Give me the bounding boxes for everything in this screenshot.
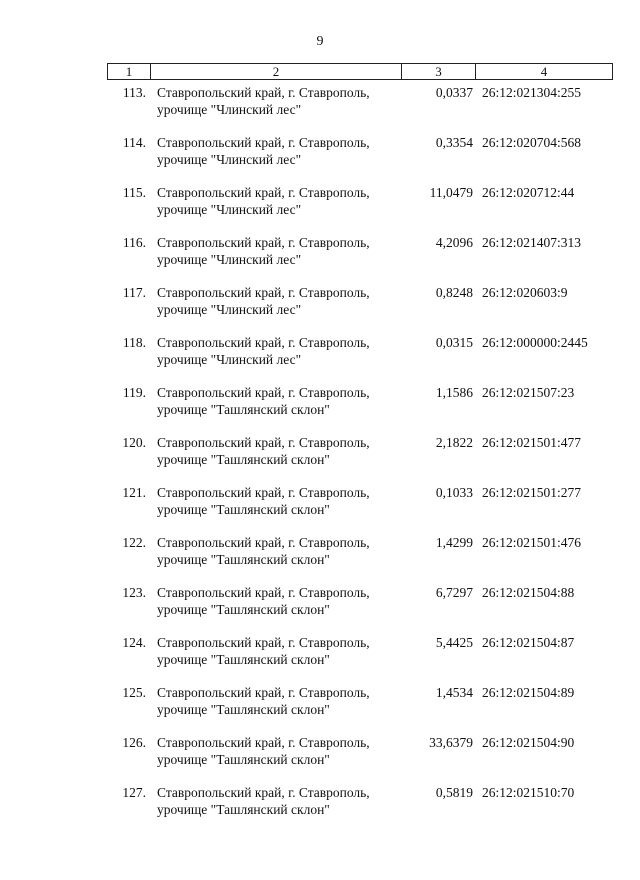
row-address <box>157 184 370 218</box>
address-line-2: урочище "Члинский лес" <box>157 202 302 217</box>
row-cadastral-number: 26:12:021501:277 <box>482 485 582 500</box>
address-line-2: урочище "Ташлянский склон" <box>157 502 330 517</box>
row-cadastral-number: 26:12:021504:87 <box>482 635 575 650</box>
row-number: 116. <box>122 235 146 250</box>
table-row <box>0 584 640 634</box>
row-number: 127. <box>122 785 146 800</box>
row-number: 121. <box>122 485 146 500</box>
address-line-2: урочище "Ташлянский склон" <box>157 602 330 617</box>
row-address <box>157 84 370 118</box>
table-row <box>0 384 640 434</box>
address-line-1: Ставропольский край, г. Ставрополь, <box>157 635 370 650</box>
table-row <box>0 684 640 734</box>
address-line-1: Ставропольский край, г. Ставрополь, <box>157 285 370 300</box>
row-number: 119. <box>122 385 146 400</box>
row-area: 0,0315 <box>435 335 473 350</box>
table-row <box>0 634 640 684</box>
address-line-1: Ставропольский край, г. Ставрополь, <box>157 185 370 200</box>
table-row <box>0 534 640 584</box>
table-row <box>0 334 640 384</box>
row-cadastral-number: 26:12:021501:477 <box>482 435 582 450</box>
address-line-2: урочище "Члинский лес" <box>157 102 302 117</box>
row-area: 5,4425 <box>435 635 473 650</box>
address-line-2: урочище "Члинский лес" <box>157 152 302 167</box>
table-row <box>0 734 640 784</box>
land-plot-list <box>0 84 640 834</box>
address-line-1: Ставропольский край, г. Ставрополь, <box>157 135 370 150</box>
table-row <box>0 434 640 484</box>
table-row <box>0 784 640 834</box>
column-header-3: 3 <box>402 64 476 80</box>
column-header-table <box>107 63 613 80</box>
table-row <box>0 184 640 234</box>
address-line-2: урочище "Члинский лес" <box>157 252 302 267</box>
address-line-2: урочище "Ташлянский склон" <box>157 702 330 717</box>
row-area: 33,6379 <box>429 735 473 750</box>
address-line-1: Ставропольский край, г. Ставрополь, <box>157 735 370 750</box>
address-line-1: Ставропольский край, г. Ставрополь, <box>157 435 370 450</box>
row-address <box>157 434 370 468</box>
row-number: 120. <box>122 435 146 450</box>
row-number: 125. <box>122 685 146 700</box>
column-header-4: 4 <box>476 64 613 80</box>
address-line-1: Ставропольский край, г. Ставрополь, <box>157 385 370 400</box>
row-cadastral-number: 26:12:021304:255 <box>482 85 582 100</box>
row-address <box>157 234 370 268</box>
address-line-2: урочище "Ташлянский склон" <box>157 802 330 817</box>
row-area: 11,0479 <box>429 185 473 200</box>
row-address <box>157 384 370 418</box>
row-area: 1,4534 <box>435 685 473 700</box>
row-cadastral-number: 26:12:021510:70 <box>482 785 575 800</box>
row-address <box>157 284 370 318</box>
row-address <box>157 684 370 718</box>
row-area: 0,1033 <box>435 485 473 500</box>
row-cadastral-number: 26:12:021501:476 <box>482 535 582 550</box>
row-area: 6,7297 <box>435 585 473 600</box>
row-address <box>157 734 370 768</box>
row-number: 113. <box>122 85 146 100</box>
page-number: 9 <box>316 34 324 49</box>
row-area: 0,8248 <box>435 285 473 300</box>
column-header-2: 2 <box>151 64 402 80</box>
address-line-1: Ставропольский край, г. Ставрополь, <box>157 85 370 100</box>
row-number: 123. <box>122 585 146 600</box>
row-area: 1,4299 <box>435 535 473 550</box>
address-line-1: Ставропольский край, г. Ставрополь, <box>157 535 370 550</box>
row-cadastral-number: 26:12:021504:89 <box>482 685 575 700</box>
row-address <box>157 634 370 668</box>
row-area: 0,3354 <box>435 135 473 150</box>
address-line-2: урочище "Ташлянский склон" <box>157 402 330 417</box>
row-cadastral-number: 26:12:020704:568 <box>482 135 582 150</box>
address-line-1: Ставропольский край, г. Ставрополь, <box>157 485 370 500</box>
row-address <box>157 334 370 368</box>
address-line-1: Ставропольский край, г. Ставрополь, <box>157 685 370 700</box>
table-row <box>0 284 640 334</box>
row-area: 4,2096 <box>435 235 473 250</box>
address-line-1: Ставропольский край, г. Ставрополь, <box>157 235 370 250</box>
row-cadastral-number: 26:12:021507:23 <box>482 385 575 400</box>
table-row <box>0 234 640 284</box>
row-area: 1,1586 <box>435 385 473 400</box>
row-cadastral-number: 26:12:020712:44 <box>482 185 575 200</box>
address-line-1: Ставропольский край, г. Ставрополь, <box>157 335 370 350</box>
address-line-2: урочище "Ташлянский склон" <box>157 652 330 667</box>
address-line-1: Ставропольский край, г. Ставрополь, <box>157 785 370 800</box>
row-number: 118. <box>122 335 146 350</box>
row-cadastral-number: 26:12:021504:90 <box>482 735 575 750</box>
row-address <box>157 584 370 618</box>
address-line-2: урочище "Члинский лес" <box>157 302 302 317</box>
table-row <box>0 134 640 184</box>
row-number: 126. <box>122 735 146 750</box>
row-address <box>157 534 370 568</box>
row-area: 2,1822 <box>435 435 473 450</box>
row-number: 115. <box>122 185 146 200</box>
row-cadastral-number: 26:12:020603:9 <box>482 285 568 300</box>
column-header-1: 1 <box>108 64 151 80</box>
row-address <box>157 134 370 168</box>
table-row <box>0 484 640 534</box>
row-area: 0,5819 <box>435 785 473 800</box>
row-number: 122. <box>122 535 146 550</box>
address-line-2: урочище "Члинский лес" <box>157 352 302 367</box>
address-line-2: урочище "Ташлянский склон" <box>157 552 330 567</box>
address-line-2: урочище "Ташлянский склон" <box>157 452 330 467</box>
row-number: 117. <box>122 285 146 300</box>
row-cadastral-number: 26:12:021504:88 <box>482 585 575 600</box>
row-number: 114. <box>122 135 146 150</box>
address-line-2: урочище "Ташлянский склон" <box>157 752 330 767</box>
table-row <box>0 84 640 134</box>
row-address <box>157 484 370 518</box>
row-address <box>157 784 370 818</box>
row-cadastral-number: 26:12:000000:2445 <box>482 335 588 350</box>
address-line-1: Ставропольский край, г. Ставрополь, <box>157 585 370 600</box>
row-number: 124. <box>122 635 146 650</box>
row-area: 0,0337 <box>435 85 473 100</box>
column-header-row <box>108 64 613 80</box>
row-cadastral-number: 26:12:021407:313 <box>482 235 582 250</box>
